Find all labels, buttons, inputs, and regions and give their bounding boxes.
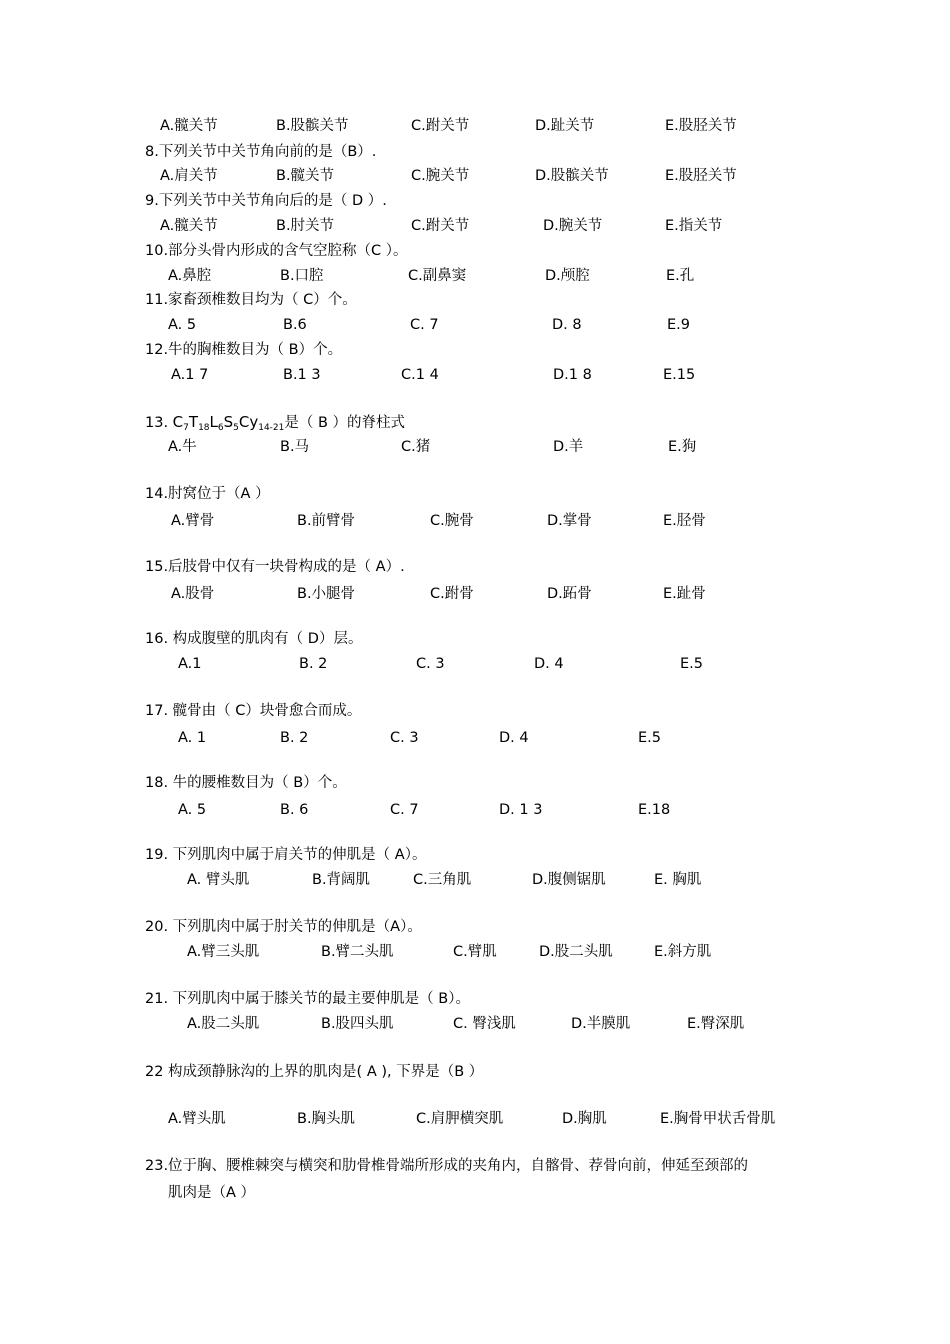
question-17: 17. 髋骨由（ C）块骨愈合而成。: [145, 703, 362, 719]
question-13-suffix: 是（ B ）的脊柱式: [284, 415, 406, 431]
option-a: A.股骨: [171, 586, 215, 602]
option-b: B.股髌关节: [276, 118, 349, 134]
formula-c: C: [172, 413, 184, 431]
formula-s-sub: 5: [233, 423, 239, 433]
option-d: D.掌骨: [547, 513, 592, 529]
option-d: D.羊: [553, 439, 584, 455]
option-e: E.5: [638, 730, 661, 746]
option-e: E.18: [638, 802, 671, 818]
option-d: D.跖骨: [547, 586, 592, 602]
option-d: D.颅腔: [545, 268, 590, 284]
option-e: E.孔: [666, 268, 695, 284]
formula-t-sub: 18: [198, 423, 210, 433]
option-b: B.臂二头肌: [321, 944, 394, 960]
option-e: E.股胫关节: [665, 168, 737, 184]
question-15: 15.后肢骨中仅有一块骨构成的是（ A）.: [145, 559, 405, 575]
formula-s: S: [223, 413, 234, 431]
question-14: 14.肘窝位于（A ）: [145, 486, 270, 502]
option-c: C.副鼻窦: [408, 268, 467, 284]
question-13-number: 13.: [145, 415, 173, 431]
option-c: C. 臀浅肌: [453, 1016, 516, 1032]
formula-l-sub: 6: [217, 423, 224, 433]
option-c: C. 7: [390, 802, 419, 818]
formula-cy: Cy: [238, 413, 259, 431]
option-d: D.腹侧锯肌: [532, 872, 606, 888]
option-e: E.胫骨: [663, 513, 706, 529]
option-b: B.髋关节: [276, 168, 335, 184]
question-18: 18. 牛的腰椎数目为（ B）个。: [145, 775, 347, 791]
option-b: B.前臂骨: [297, 513, 356, 529]
option-d: D. 1 3: [499, 802, 543, 818]
question-23-line-1: 23.位于胸、腰椎棘突与横突和肋骨椎骨端所形成的夹角内，自髂骨、荐骨向前，伸延至颈部的: [145, 1158, 749, 1174]
option-a: A.1: [178, 656, 202, 672]
option-b: B.口腔: [280, 268, 324, 284]
option-c: C.腕关节: [411, 168, 470, 184]
option-b: B.胸头肌: [297, 1111, 356, 1127]
option-a: A.臂头肌: [168, 1111, 226, 1127]
option-d: D.半膜肌: [571, 1016, 631, 1032]
option-a: A.髋关节: [160, 118, 218, 134]
option-a: A. 1: [178, 730, 207, 746]
option-d: D.腕关节: [543, 218, 603, 234]
option-b: B.马: [280, 439, 310, 455]
option-e: E.狗: [668, 439, 697, 455]
option-e: E.股胫关节: [665, 118, 737, 134]
option-a: A. 臂头肌: [187, 872, 250, 888]
option-c: C. 7: [410, 317, 439, 333]
option-c: C.猪: [401, 439, 431, 455]
option-e: E.9: [667, 317, 690, 333]
formula-t: T: [188, 413, 199, 431]
option-a: A.臂骨: [171, 513, 215, 529]
option-c: C.1 4: [401, 367, 439, 383]
question-10: 10.部分头骨内形成的含气空腔称（C ）。: [145, 243, 408, 259]
option-c: C.肩胛横突肌: [416, 1111, 504, 1127]
option-d: D. 8: [552, 317, 582, 333]
option-a: A.1 7: [171, 367, 209, 383]
option-e: E. 胸肌: [654, 872, 702, 888]
option-e: E.5: [680, 656, 703, 672]
option-b: B.小腿骨: [297, 586, 356, 602]
option-c: C.跗骨: [430, 586, 474, 602]
option-c: C.三角肌: [413, 872, 472, 888]
option-d: D.股二头肌: [539, 944, 613, 960]
question-23-line-2: 肌肉是（A ）: [168, 1185, 256, 1201]
option-b: B. 6: [280, 802, 309, 818]
question-12: 12.牛的胸椎数目为（ B）个。: [145, 342, 343, 358]
option-a: A.髋关节: [160, 218, 218, 234]
option-a: A. 5: [178, 802, 207, 818]
option-e: E.趾骨: [663, 586, 706, 602]
option-a: A.鼻腔: [168, 268, 212, 284]
option-a: A. 5: [168, 317, 197, 333]
question-19: 19. 下列肌肉中属于肩关节的伸肌是（ A）。: [145, 847, 427, 863]
option-c: C.腕骨: [430, 513, 474, 529]
option-c: C. 3: [416, 656, 445, 672]
option-e: E.胸骨甲状舌骨肌: [660, 1111, 776, 1127]
option-e: E.斜方肌: [654, 944, 712, 960]
option-a: A.牛: [168, 439, 197, 455]
option-a: A.臂三头肌: [187, 944, 260, 960]
option-b: B.股四头肌: [321, 1016, 394, 1032]
option-b: B.1 3: [283, 367, 321, 383]
option-b: B. 2: [299, 656, 328, 672]
option-c: C.臂肌: [453, 944, 497, 960]
question-21: 21. 下列肌肉中属于膝关节的最主要伸肌是（ B）。: [145, 991, 470, 1007]
option-c: C. 3: [390, 730, 419, 746]
option-d: D.股髌关节: [535, 168, 609, 184]
option-b: B.背阔肌: [312, 872, 371, 888]
formula-l: L: [209, 413, 218, 431]
formula-c-sub: 7: [183, 423, 189, 433]
option-b: B. 2: [280, 730, 309, 746]
question-20: 20. 下列肌肉中属于肘关节的伸肌是（A）。: [145, 919, 422, 935]
question-11: 11.家畜颈椎数目均为（ C）个。: [145, 292, 357, 308]
option-e: E.指关节: [665, 218, 723, 234]
question-9: 9.下列关节中关节角向后的是（ D ）.: [145, 193, 387, 209]
option-c: C.跗关节: [411, 118, 470, 134]
option-e: E.臀深肌: [687, 1016, 745, 1032]
question-22: 22 构成颈静脉沟的上界的肌肉是( A ), 下界是（B ）: [145, 1064, 484, 1080]
question-16: 16. 构成腹壁的肌肉有（ D）层。: [145, 631, 363, 647]
option-d: D. 4: [499, 730, 529, 746]
option-d: D.胸肌: [562, 1111, 607, 1127]
question-13: [145, 412, 405, 433]
option-d: D. 4: [534, 656, 564, 672]
option-c: C.跗关节: [411, 218, 470, 234]
formula-cy-sub: 14-21: [258, 423, 285, 433]
option-a: A.股二头肌: [187, 1016, 260, 1032]
option-d: D.趾关节: [535, 118, 595, 134]
option-b: B.肘关节: [276, 218, 335, 234]
option-b: B.6: [283, 317, 307, 333]
option-d: D.1 8: [553, 367, 592, 383]
option-e: E.15: [663, 367, 696, 383]
question-8: 8.下列关节中关节角向前的是（B）.: [145, 144, 377, 160]
option-a: A.肩关节: [160, 168, 218, 184]
